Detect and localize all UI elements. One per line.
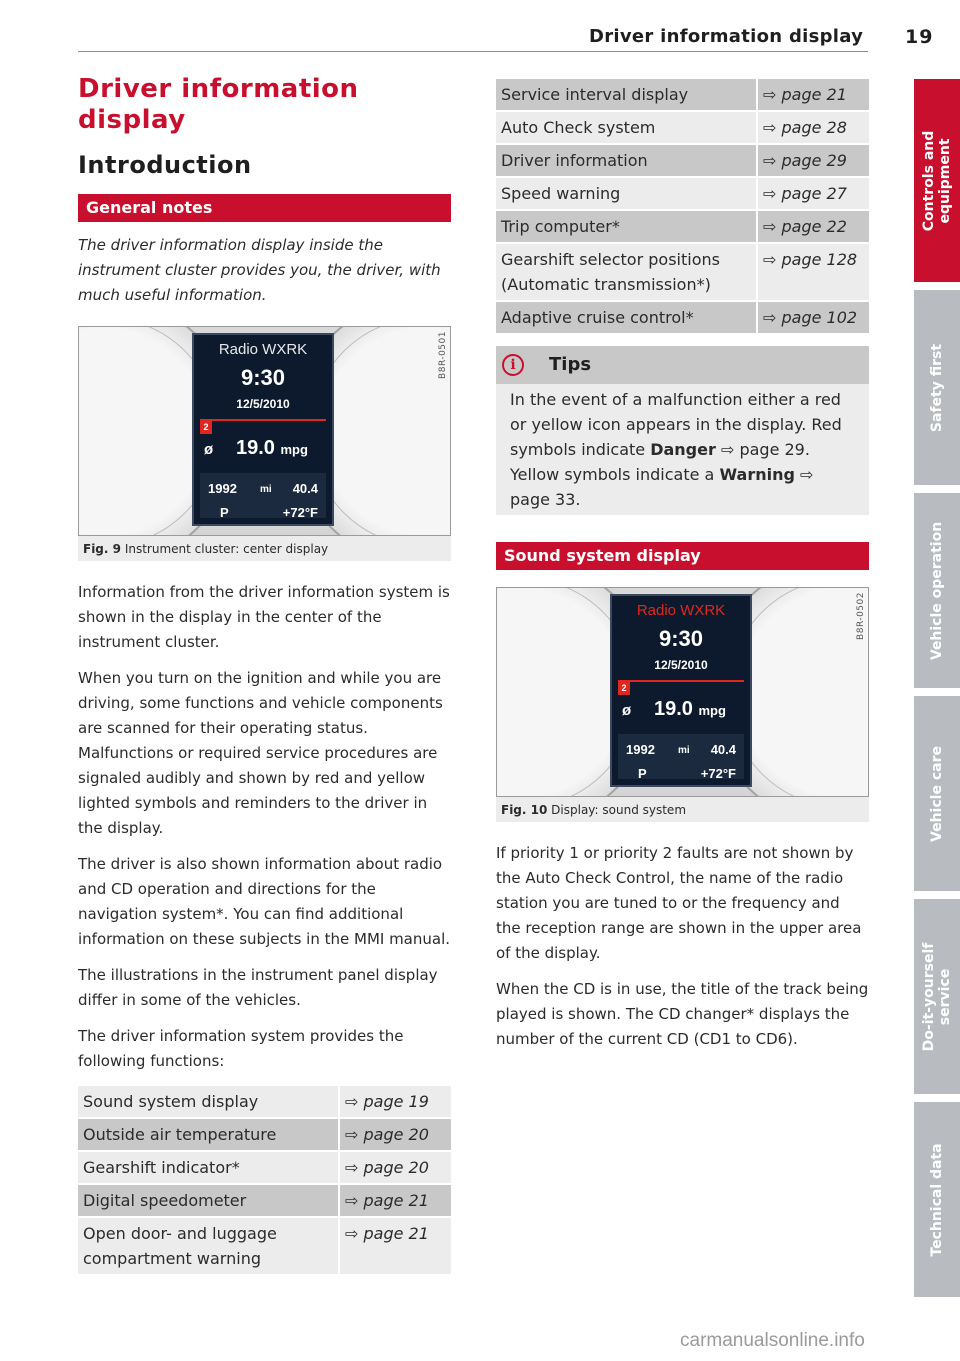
display-date: 12/5/2010 <box>236 397 290 411</box>
chapter-tab-vehicle-operation[interactable] <box>914 493 960 688</box>
function-name: Digital speedometer <box>78 1184 339 1217</box>
table-row <box>496 111 869 144</box>
display-odometer-unit: mi <box>678 745 690 756</box>
caption-label: Fig. 10 <box>501 803 548 817</box>
center-display <box>192 333 334 526</box>
function-name: Service interval display <box>496 79 757 111</box>
display-fuel-economy <box>236 437 308 460</box>
function-name: Adaptive cruise control* <box>496 301 757 334</box>
left-column <box>78 74 451 1276</box>
display-gear: P <box>220 505 229 520</box>
caption-label: Fig. 9 <box>83 542 121 556</box>
table-row <box>496 301 869 334</box>
tips-text <box>496 384 869 515</box>
page-reference-link[interactable]: ⇨ page 21 <box>339 1184 451 1217</box>
figure-caption <box>496 797 869 822</box>
figure-9 <box>78 326 451 561</box>
function-name: Open door- and luggage compartment warning <box>78 1217 339 1275</box>
display-temperature: +72°F <box>700 766 736 781</box>
paragraph: Information from the driver information system is shown in the display in the center of the instrument cluster. <box>78 583 450 651</box>
caption-text: Instrument cluster: center display <box>124 542 329 556</box>
chapter-tab-label: Controls and equipment <box>921 130 953 231</box>
function-name: Auto Check system <box>496 111 757 144</box>
page-reference-link[interactable]: ⇨ page 21 <box>757 79 869 111</box>
display-mpg-value: 19.0 <box>236 437 275 459</box>
page-reference-link[interactable]: ⇨ page 21 <box>339 1217 451 1275</box>
table-row <box>496 210 869 243</box>
paragraph: The driver information system provides the following functions: <box>78 1027 404 1070</box>
display-divider <box>200 419 326 421</box>
general-notes-heading: General notes <box>78 194 451 222</box>
chapter-tab-label: Vehicle care <box>929 745 945 842</box>
section-title: Introduction <box>78 151 252 179</box>
display-mpg-unit: mpg <box>698 703 726 718</box>
table-row <box>496 243 869 301</box>
page-reference-link[interactable]: ⇨ page 102 <box>757 301 869 334</box>
page-reference-link[interactable]: ⇨ page 19 <box>339 1086 451 1118</box>
chapter-tab-label: Vehicle operation <box>929 521 945 660</box>
paragraph: The driver is also shown information about radio and CD operation and directions for the navigation system*. You can find additional information on these subjects in the MMI manual. <box>78 855 451 948</box>
chapter-tab-vehicle-care[interactable] <box>914 696 960 891</box>
chapter-tab-safety[interactable] <box>914 290 960 485</box>
right-column <box>496 79 869 1052</box>
figure-10 <box>496 587 869 822</box>
paragraph: When you turn on the ignition and while you are driving, some functions and vehicle components are scanned for their operating status. Malfunctions or required service procedures are signaled audibly and shown by red and yellow lighted symbols and reminders to the driver in the display. <box>78 669 443 837</box>
danger-term: Danger <box>650 440 716 459</box>
function-name: Outside air temperature <box>78 1118 339 1151</box>
chapter-tab-label: Safety first <box>929 343 945 432</box>
intro-text: The driver information display inside the instrument cluster provides you, the driver, with much useful information. <box>78 236 441 304</box>
functions-table-right <box>496 79 869 335</box>
sound-system-heading: Sound system display <box>496 542 869 570</box>
page-number: 19 <box>905 26 934 48</box>
page-reference-link[interactable]: ⇨ page 28 <box>757 111 869 144</box>
function-name: Gearshift selector positions (Automatic transmission*) <box>496 243 757 301</box>
function-name: Sound system display <box>78 1086 339 1118</box>
table-row <box>78 1184 451 1217</box>
caption-text: Display: sound system <box>551 803 687 817</box>
header-divider <box>78 51 868 52</box>
display-trip: 40.4 <box>710 742 736 757</box>
table-row <box>78 1118 451 1151</box>
display-divider <box>618 680 744 682</box>
tips-header <box>496 346 869 384</box>
figure-code: B8R-0501 <box>438 331 448 379</box>
display-trip: 40.4 <box>292 481 318 496</box>
display-station: Radio WXRK <box>636 602 726 619</box>
display-priority-badge: 2 <box>618 682 630 695</box>
display-priority-badge: 2 <box>200 421 212 434</box>
instrument-cluster-image <box>78 326 451 536</box>
tips-box <box>496 346 869 515</box>
page-reference-link[interactable]: ⇨ page 29 <box>757 144 869 177</box>
page-reference-link[interactable]: ⇨ page 20 <box>339 1151 451 1184</box>
tips-text-part: ⇨ page 29. Yellow symbols indicate a <box>510 440 810 484</box>
table-row <box>496 144 869 177</box>
table-row <box>78 1151 451 1184</box>
display-date: 12/5/2010 <box>654 658 708 672</box>
chapter-tab-controls[interactable] <box>914 79 960 282</box>
table-row <box>78 1217 451 1275</box>
display-fuel-economy <box>654 698 726 721</box>
chapter-tab-label: Technical data <box>929 1142 945 1257</box>
display-station: Radio WXRK <box>218 341 308 358</box>
chapter-tab-diy-service[interactable] <box>914 899 960 1094</box>
figure-caption <box>78 536 451 561</box>
sound-system-image <box>496 587 869 797</box>
warning-term: Warning <box>719 465 795 484</box>
display-average-symbol: ø <box>622 702 632 719</box>
display-odometer: 1992 <box>208 481 237 496</box>
watermark: carmanualsonline.info <box>680 1330 865 1351</box>
function-name: Gearshift indicator* <box>78 1151 339 1184</box>
display-mpg-unit: mpg <box>280 442 308 457</box>
display-odometer: 1992 <box>626 742 655 757</box>
page-reference-link[interactable]: ⇨ page 128 <box>757 243 869 301</box>
chapter-title: Driver information display <box>78 74 359 135</box>
display-status-area <box>618 734 744 779</box>
display-mpg-value: 19.0 <box>654 698 693 720</box>
display-average-symbol: ø <box>204 441 214 458</box>
center-display <box>610 594 752 787</box>
display-time: 9:30 <box>240 365 286 390</box>
function-name: Trip computer* <box>496 210 757 243</box>
tips-text-part: ⇨ page 33. <box>510 465 814 509</box>
paragraph: The illustrations in the instrument panel display differ in some of the vehicles. <box>78 966 438 1009</box>
function-name: Driver information <box>496 144 757 177</box>
chapter-tab-technical-data[interactable] <box>914 1102 960 1297</box>
functions-table-left <box>78 1086 451 1276</box>
running-header-title: Driver information display <box>589 26 864 47</box>
display-status-area <box>200 473 326 518</box>
display-temperature: +72°F <box>282 505 318 520</box>
display-gear: P <box>638 766 647 781</box>
paragraph: If priority 1 or priority 2 faults are not shown by the Auto Check Control, the name of the radio station you are tuned to or the frequency and the reception range are shown in the upper area of the display. <box>496 844 862 962</box>
page-reference-link[interactable]: ⇨ page 22 <box>757 210 869 243</box>
display-odometer-unit: mi <box>260 484 272 495</box>
display-time: 9:30 <box>658 626 704 651</box>
table-row <box>496 177 869 210</box>
table-row <box>496 79 869 111</box>
tips-label: Tips <box>549 354 592 375</box>
table-row <box>78 1086 451 1118</box>
info-icon: i <box>502 354 524 376</box>
paragraph: When the CD is in use, the title of the track being played is shown. The CD changer* displays the number of the current CD (CD1 to CD6). <box>496 980 869 1048</box>
function-name: Speed warning <box>496 177 757 210</box>
tips-text-part: In the event of a malfunction either a red or yellow icon appears in the display. Red symbols indicate <box>510 390 842 459</box>
figure-code: B8R-0502 <box>856 592 866 640</box>
page-reference-link[interactable]: ⇨ page 20 <box>339 1118 451 1151</box>
page-reference-link[interactable]: ⇨ page 27 <box>757 177 869 210</box>
chapter-tab-label: Do-it-yourself service <box>921 942 953 1051</box>
